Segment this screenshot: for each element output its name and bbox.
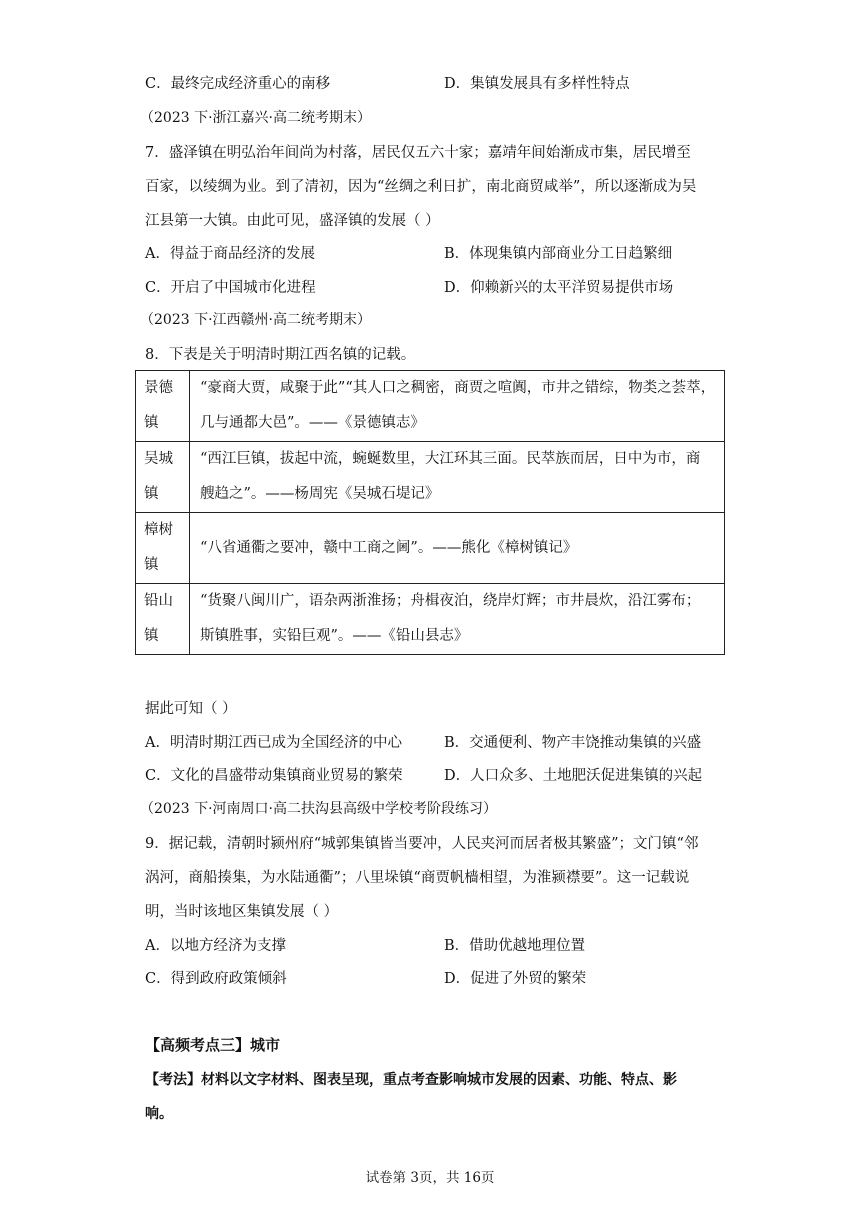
section-method-line-2: 响。 (145, 1106, 173, 1122)
town-name: 景德 镇 (136, 371, 190, 442)
q7-option-d: D．仰赖新兴的太平洋贸易提供市场 (444, 280, 674, 296)
table-row (136, 371, 725, 442)
q6-option-d: D．集镇发展具有多样性特点 (444, 76, 630, 92)
town-name: 铅山 镇 (136, 584, 190, 655)
town-name: 吴城 镇 (136, 442, 190, 513)
q8-option-d: D．人口众多、土地肥沃促进集镇的兴起 (444, 768, 703, 784)
q8-option-b: B．交通便利、物产丰饶推动集镇的兴盛 (444, 735, 702, 751)
q7-source: （2023 下·浙江嘉兴·高二统考期末） (140, 110, 371, 126)
q7-stem-line-2: 百家，以绫绸为业。到了清初，因为“丝绸之利日扩，南北商贸咸举”，所以逐渐成为吴 (145, 179, 697, 195)
town-record: “西江巨镇，拔起中流，蜿蜒数里，大江环其三面。民萃族而居，日中为市，商 艘趋之”。——杨周宪《吴城石堤记》 (190, 442, 725, 513)
q7-option-a: A．得益于商品经济的发展 (145, 246, 315, 262)
town-record: “豪商大贾，咸聚于此”“其人口之稠密，商贾之喧阗，市井之错综，物类之荟萃， 几与通都大邑”。——《景德镇志》 (190, 371, 725, 442)
q8-source: （2023 下·江西赣州·高二统考期末） (140, 312, 371, 328)
q7-stem-line-1: 7．盛泽镇在明弘治年间尚为村落，居民仅五六十家；嘉靖年间始渐成市集，居民增至 (145, 145, 691, 161)
q7-stem-line-3: 江县第一大镇。由此可见，盛泽镇的发展（ ） (145, 213, 440, 229)
q9-stem-line-2: 涡河，商船揍集，为水陆通衢”；八里垛镇“商贾帆樯相望，为淮颍襟要”。这一记载说 (145, 870, 690, 886)
q9-option-d: D．促进了外贸的繁荣 (444, 971, 587, 987)
q9-option-a: A．以地方经济为支撑 (145, 938, 286, 954)
town-record: “货聚八闽川广，语杂两浙淮扬；舟楫夜泊，绕岸灯辉；市井晨炊，沿江雾布； 斯镇胜事，实铅巨观”。——《铅山县志》 (190, 584, 725, 655)
q8-option-a: A．明清时期江西已成为全国经济的中心 (145, 735, 402, 751)
page-footer: 试卷第 3页，共 16页 (365, 1170, 495, 1186)
town-name: 樟树 镇 (136, 513, 190, 584)
q9-option-c: C．得到政府政策倾斜 (145, 971, 287, 987)
q7-option-b: B．体现集镇内部商业分工日趋繁细 (444, 246, 673, 262)
q8-after: 据此可知（ ） (145, 701, 237, 717)
q7-option-c: C．开启了中国城市化进程 (145, 280, 316, 296)
table-row (136, 584, 725, 655)
town-record: “八省通衢之要冲，赣中工商之阃”。——熊化《樟树镇记》 (190, 513, 725, 584)
table-row (136, 513, 725, 584)
q9-stem-line-3: 明，当时该地区集镇发展（ ） (145, 904, 339, 920)
q8-option-c: C．文化的昌盛带动集镇商业贸易的繁荣 (145, 768, 403, 784)
section-title: 【高频考点三】城市 (145, 1036, 281, 1054)
q8-stem: 8．下表是关于明清时期江西名镇的记载。 (145, 347, 416, 363)
q9-stem-line-1: 9．据记载，清朝时颍州府“城郭集镇皆当要冲，人民夹河而居者极其繁盛”；文门镇“邻 (145, 836, 699, 852)
q6-option-c: C．最终完成经济重心的南移 (145, 76, 331, 92)
table-row (136, 442, 725, 513)
q8-table (135, 370, 725, 655)
q9-option-b: B．借助优越地理位置 (444, 938, 586, 954)
q9-source: （2023 下·河南周口·高二扶沟县高级中学校考阶段练习） (140, 801, 497, 817)
section-method-line-1: 【考法】材料以文字材料、图表呈现，重点考查影响城市发展的因素、功能、特点、影 (145, 1072, 677, 1088)
